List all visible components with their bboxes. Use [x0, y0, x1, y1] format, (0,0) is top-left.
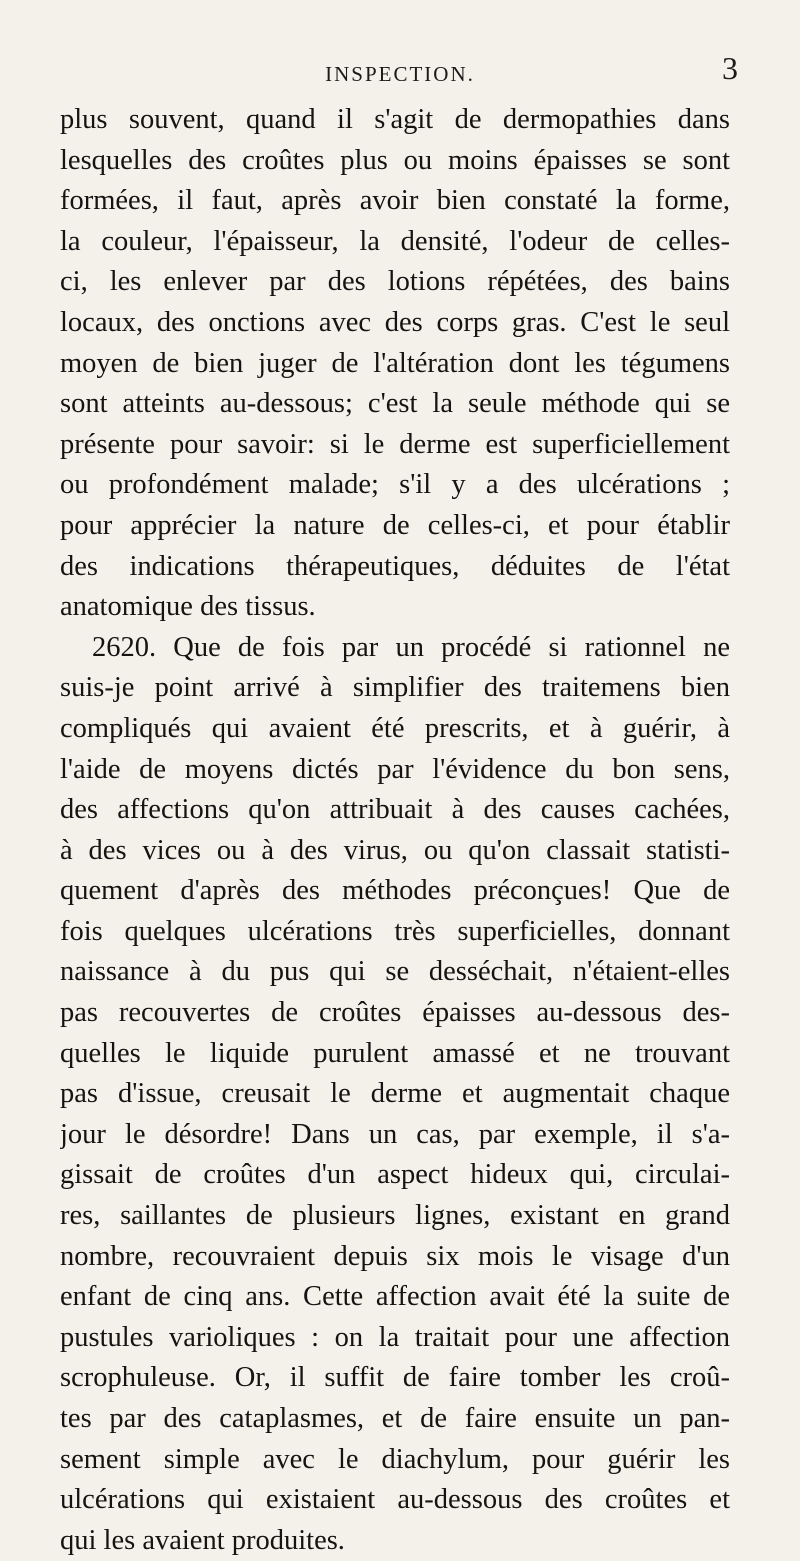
text-line: scrophuleuse. Or, il suffit de faire tomber les croû- — [60, 1362, 730, 1394]
text-line: à des vices ou à des virus, ou qu'on classait statisti- — [60, 834, 730, 866]
text-line: lesquelles des croûtes plus ou moins épaisses se sont — [60, 144, 730, 176]
text-line: tes par des cataplasmes, et de faire ensuite un pan- — [60, 1403, 730, 1434]
text-line: sont atteints au-dessous; c'est la seule méthode qui se — [60, 388, 730, 420]
text-line: fois quelques ulcérations très superficielles, donnant — [60, 915, 730, 947]
text-line: ulcérations qui existaient au-dessous des croûtes et — [60, 1484, 730, 1516]
text-line: formées, il faut, après avoir bien constaté la forme, — [60, 185, 730, 217]
text-line: ou profondément malade; s'il y a des ulcérations ; — [60, 469, 730, 501]
text-line: pas recouvertes de croûtes épaisses au-dessous des- — [60, 997, 730, 1029]
text-line: quelles le liquide purulent amassé et ne trouvant — [60, 1037, 730, 1069]
text-line: jour le désordre! Dans un cas, par exemple, il s'a- — [60, 1118, 730, 1150]
text-line: pas d'issue, creusait le derme et augmentait chaque — [60, 1078, 730, 1110]
page-number: 3 — [722, 50, 738, 86]
paragraph-start-line: 2620. Que de fois par un procédé si rationnel ne — [92, 631, 730, 663]
text-line: plus souvent, quand il s'agit de dermopathies dans — [60, 104, 730, 135]
text-line: pour apprécier la nature de celles-ci, et pour établir — [60, 509, 730, 541]
text-line: nombre, recouvraient depuis six mois le visage d'un — [60, 1240, 730, 1272]
text-line: l'aide de moyens dictés par l'évidence du bon sens, — [60, 753, 730, 785]
text-line: suis-je point arrivé à simplifier des traitemens bien — [60, 672, 730, 704]
text-line: compliqués qui avaient été prescrits, et à guérir, à — [60, 712, 730, 744]
text-line: locaux, des onctions avec des corps gras. C'est le seul — [60, 306, 730, 338]
text-line: présente pour savoir: si le derme est superficiellement — [60, 428, 730, 460]
body-text — [60, 100, 730, 1561]
running-head — [0, 50, 800, 92]
text-line: moyen de bien juger de l'altération dont les tégumens — [60, 347, 730, 379]
text-line: enfant de cinq ans. Cette affection avait été la suite de — [60, 1281, 730, 1313]
paragraph-end-line: anatomique des tissus. — [60, 591, 316, 623]
text-line: quement d'après des méthodes préconçues! Que de — [60, 875, 730, 907]
text-line: sement simple avec le diachylum, pour guérir les — [60, 1443, 730, 1475]
running-title: INSPECTION. — [325, 62, 475, 86]
text-line: gissait de croûtes d'un aspect hideux qui, circulai- — [60, 1159, 730, 1191]
text-line: la couleur, l'épaisseur, la densité, l'odeur de celles- — [60, 225, 730, 257]
text-line: naissance à du pus qui se desséchait, n'étaient-elles — [60, 956, 730, 988]
text-line: res, saillantes de plusieurs lignes, existant en grand — [60, 1200, 730, 1232]
text-line: des affections qu'on attribuait à des causes cachées, — [60, 794, 730, 826]
text-line: pustules varioliques : on la traitait pour une affection — [60, 1321, 730, 1353]
paragraph-end-line: qui les avaient produites. — [60, 1524, 345, 1556]
text-line: des indications thérapeutiques, déduites de l'état — [60, 550, 730, 582]
text-line: ci, les enlever par des lotions répétées, des bains — [60, 266, 730, 298]
